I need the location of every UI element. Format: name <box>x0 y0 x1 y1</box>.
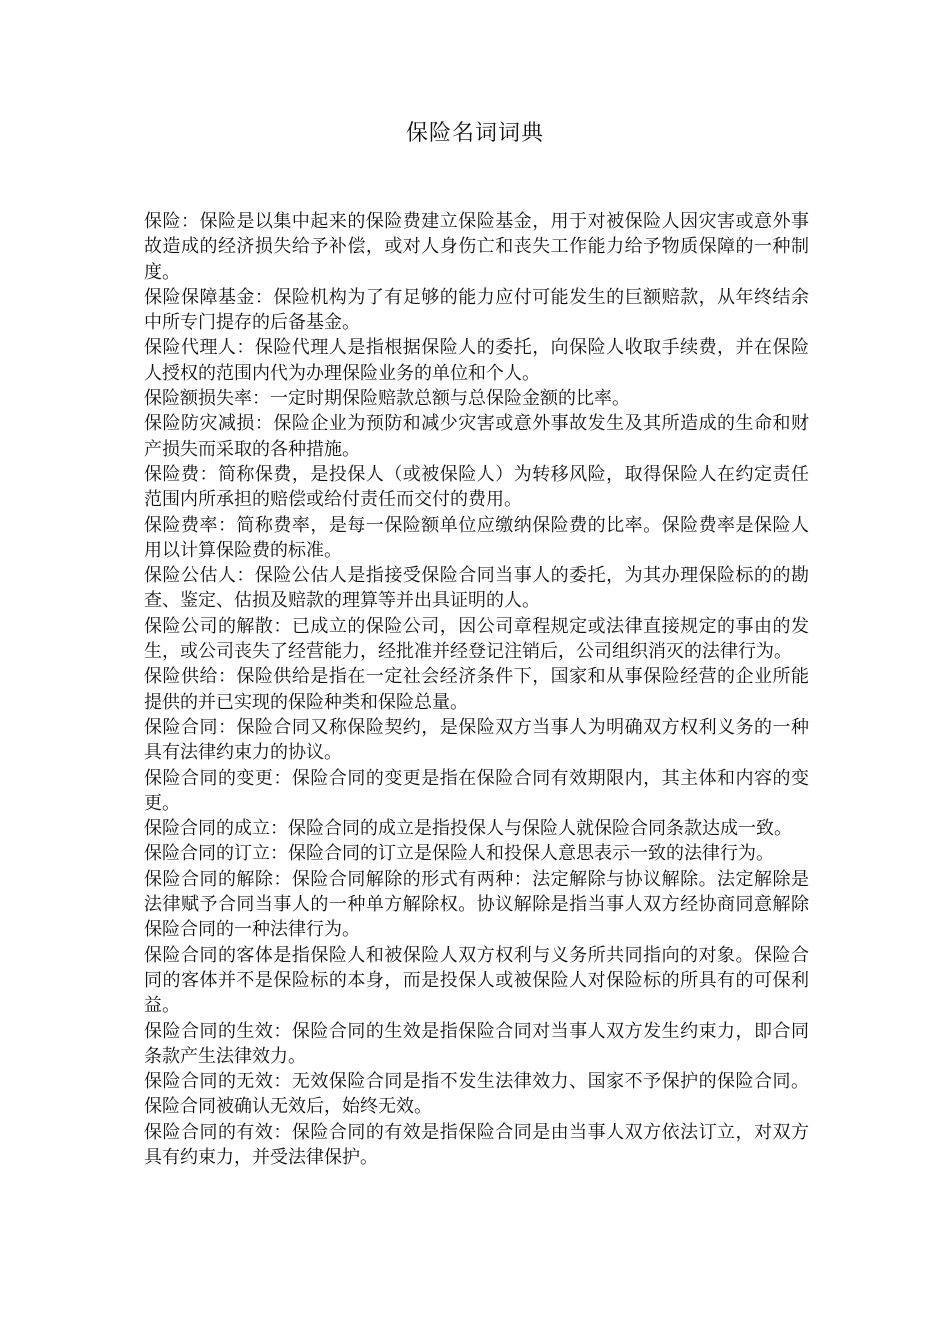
glossary-entry: 保险防灾减损：保险企业为预防和减少灾害或意外事故发生及其所造成的生命和财产损失而采取的各种措施。 <box>144 413 809 460</box>
page-title: 保险名词词典 <box>405 121 544 146</box>
glossary-entry: 保险合同的有效：保险合同的有效是指保险合同是由当事人双方依法订立，对双方具有约束力，并受法律保护。 <box>144 1121 809 1168</box>
glossary-entry: 保险合同的成立：保险合同的成立是指投保人与保险人就保险合同条款达成一致。 <box>144 818 792 840</box>
glossary-entry: 保险额损失率：一定时期保险赔款总额与总保险金额的比率。 <box>144 388 630 410</box>
glossary-entry: 保险公估人：保险公估人是指接受保险合同当事人的委托，为其办理保险标的的勘查、鉴定、估损及赔款的理算等并出具证明的人。 <box>144 565 809 612</box>
glossary-entry: 保险供给：保险供给是指在一定社会经济条件下，国家和从事保险经营的企业所能提供的并已实现的保险种类和保险总量。 <box>144 666 809 713</box>
glossary-entry: 保险合同的订立：保险合同的订立是保险人和投保人意思表示一致的法律行为。 <box>144 843 774 865</box>
glossary-entry: 保险：保险是以集中起来的保险费建立保险基金，用于对被保险人因灾害或意外事故造成的经济损失给予补偿，或对人身伤亡和丧失工作能力给予物质保障的一种制度。 <box>144 211 809 283</box>
glossary-entry: 保险费：简称保费，是投保人（或被保险人）为转移风险，取得保险人在约定责任范围内所承担的赔偿或给付责任而交付的费用。 <box>144 463 809 511</box>
glossary-entry: 保险合同的变更：保险合同的变更是指在保险合同有效期限内，其主体和内容的变更。 <box>144 767 809 814</box>
glossary-entry: 保险合同的无效：无效保险合同是指不发生法律效力、国家不予保护的保险合同。保险合同被确认无效后，始终无效。 <box>144 1071 809 1118</box>
glossary-entry: 保险合同：保险合同又称保险契约，是保险双方当事人为明确双方权利义务的一种具有法律约束力的协议。 <box>144 716 809 764</box>
glossary-entry: 保险费率：简称费率，是每一保险额单位应缴纳保险费的比率。保险费率是保险人用以计算保险费的标准。 <box>144 514 809 561</box>
glossary-entry: 保险合同的客体是指保险人和被保险人双方权利与义务所共同指向的对象。保险合同的客体并不是保险标的本身，而是投保人或被保险人对保险标的所具有的可保利益。 <box>144 944 809 1017</box>
glossary-entry: 保险公司的解散：已成立的保险公司，因公司章程规定或法律直接规定的事由的发生，或公司丧失了经营能力，经批准并经登记注销后，公司组织消灭的法律行为。 <box>144 615 809 663</box>
glossary-entry: 保险代理人：保险代理人是指根据保险人的委托，向保险人收取手续费，并在保险人授权的范围内代为办理保险业务的单位和个人。 <box>144 337 809 384</box>
glossary-entry: 保险保障基金：保险机构为了有足够的能力应付可能发生的巨额赔款，从年终结余中所专门提存的后备基金。 <box>144 286 809 334</box>
glossary-body <box>144 209 809 1170</box>
glossary-entry: 保险合同的生效：保险合同的生效是指保险合同对当事人双方发生约束力，即合同条款产生法律效力。 <box>144 1020 809 1067</box>
glossary-entry: 保险合同的解除：保险合同解除的形式有两种：法定解除与协议解除。法定解除是法律赋予合同当事人的一种单方解除权。协议解除是指当事人双方经协商同意解除保险合同的一种法律行为。 <box>144 868 809 941</box>
